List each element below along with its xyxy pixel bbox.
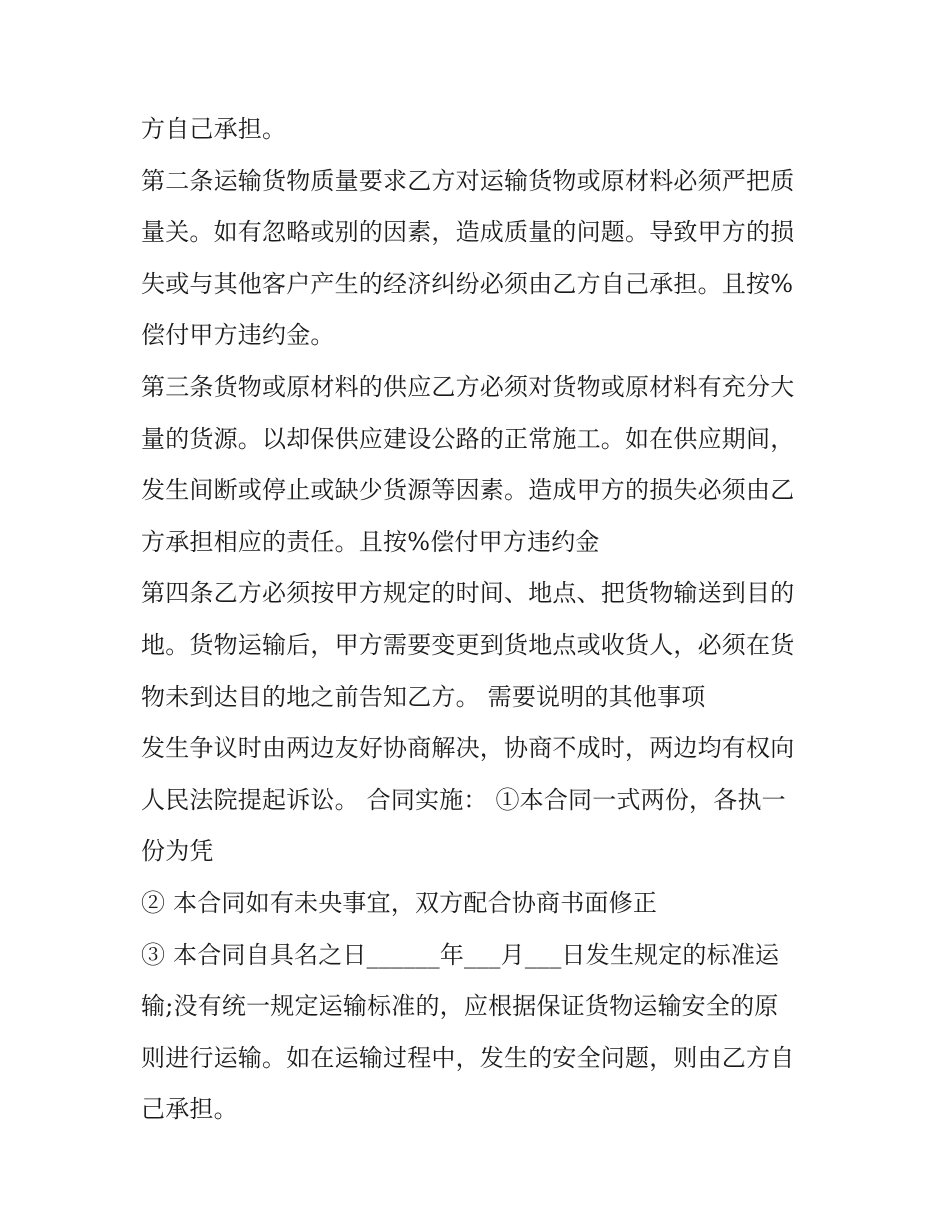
text-line: 发生间断或停止或缺少货源等因素。造成甲方的损失必须由乙 [141, 476, 795, 505]
text-line: 发生争议时由两边友好协商解决，协商不成时，两边均有权向 [141, 734, 795, 763]
text-line: ③ 本合同自具名之日______年___月___日发生规定的标准运 [141, 940, 780, 969]
text-line: 则进行运输。如在运输过程中，发生的安全问题，则由乙方自 [141, 1043, 795, 1072]
document-body [141, 104, 831, 1136]
text-line: 物未到达目的地之前告知乙方。 需要说明的其他事项 [141, 682, 706, 711]
text-line: 偿付甲方违约金。 [141, 321, 335, 350]
text-line: 人民法院提起诉讼。 合同实施： ①本合同一式两份，各执一 [141, 785, 786, 814]
text-line: 失或与其他客户产生的经济纠纷必须由乙方自己承担。且按% [141, 269, 794, 298]
text-line: 量关。如有忽略或别的因素，造成质量的问题。导致甲方的损 [141, 218, 795, 247]
text-line: 方承担相应的责任。且按%偿付甲方违约金 [141, 527, 600, 556]
text-line: 地。货物运输后，甲方需要变更到货地点或收货人，必须在货 [141, 630, 795, 659]
text-line: 第四条乙方必须按甲方规定的时间、地点、把货物输送到目的 [141, 579, 795, 608]
text-line: ② 本合同如有未央事宜，双方配合协商书面修正 [141, 888, 658, 917]
text-line: 己承担。 [141, 1095, 238, 1124]
text-line: 方自己承担。 [141, 115, 287, 143]
text-line: 第三条货物或原材料的供应乙方必须对货物或原材料有充分大 [141, 372, 795, 401]
text-line: 输;没有统一规定运输标准的，应根据保证货物运输安全的原 [141, 992, 779, 1021]
text-line: 量的货源。以却保供应建设公路的正常施工。如在供应期间， [141, 424, 795, 453]
text-line: 份为凭 [141, 837, 214, 866]
text-line: 第二条运输货物质量要求乙方对运输货物或原材料必须严把质 [141, 166, 795, 195]
